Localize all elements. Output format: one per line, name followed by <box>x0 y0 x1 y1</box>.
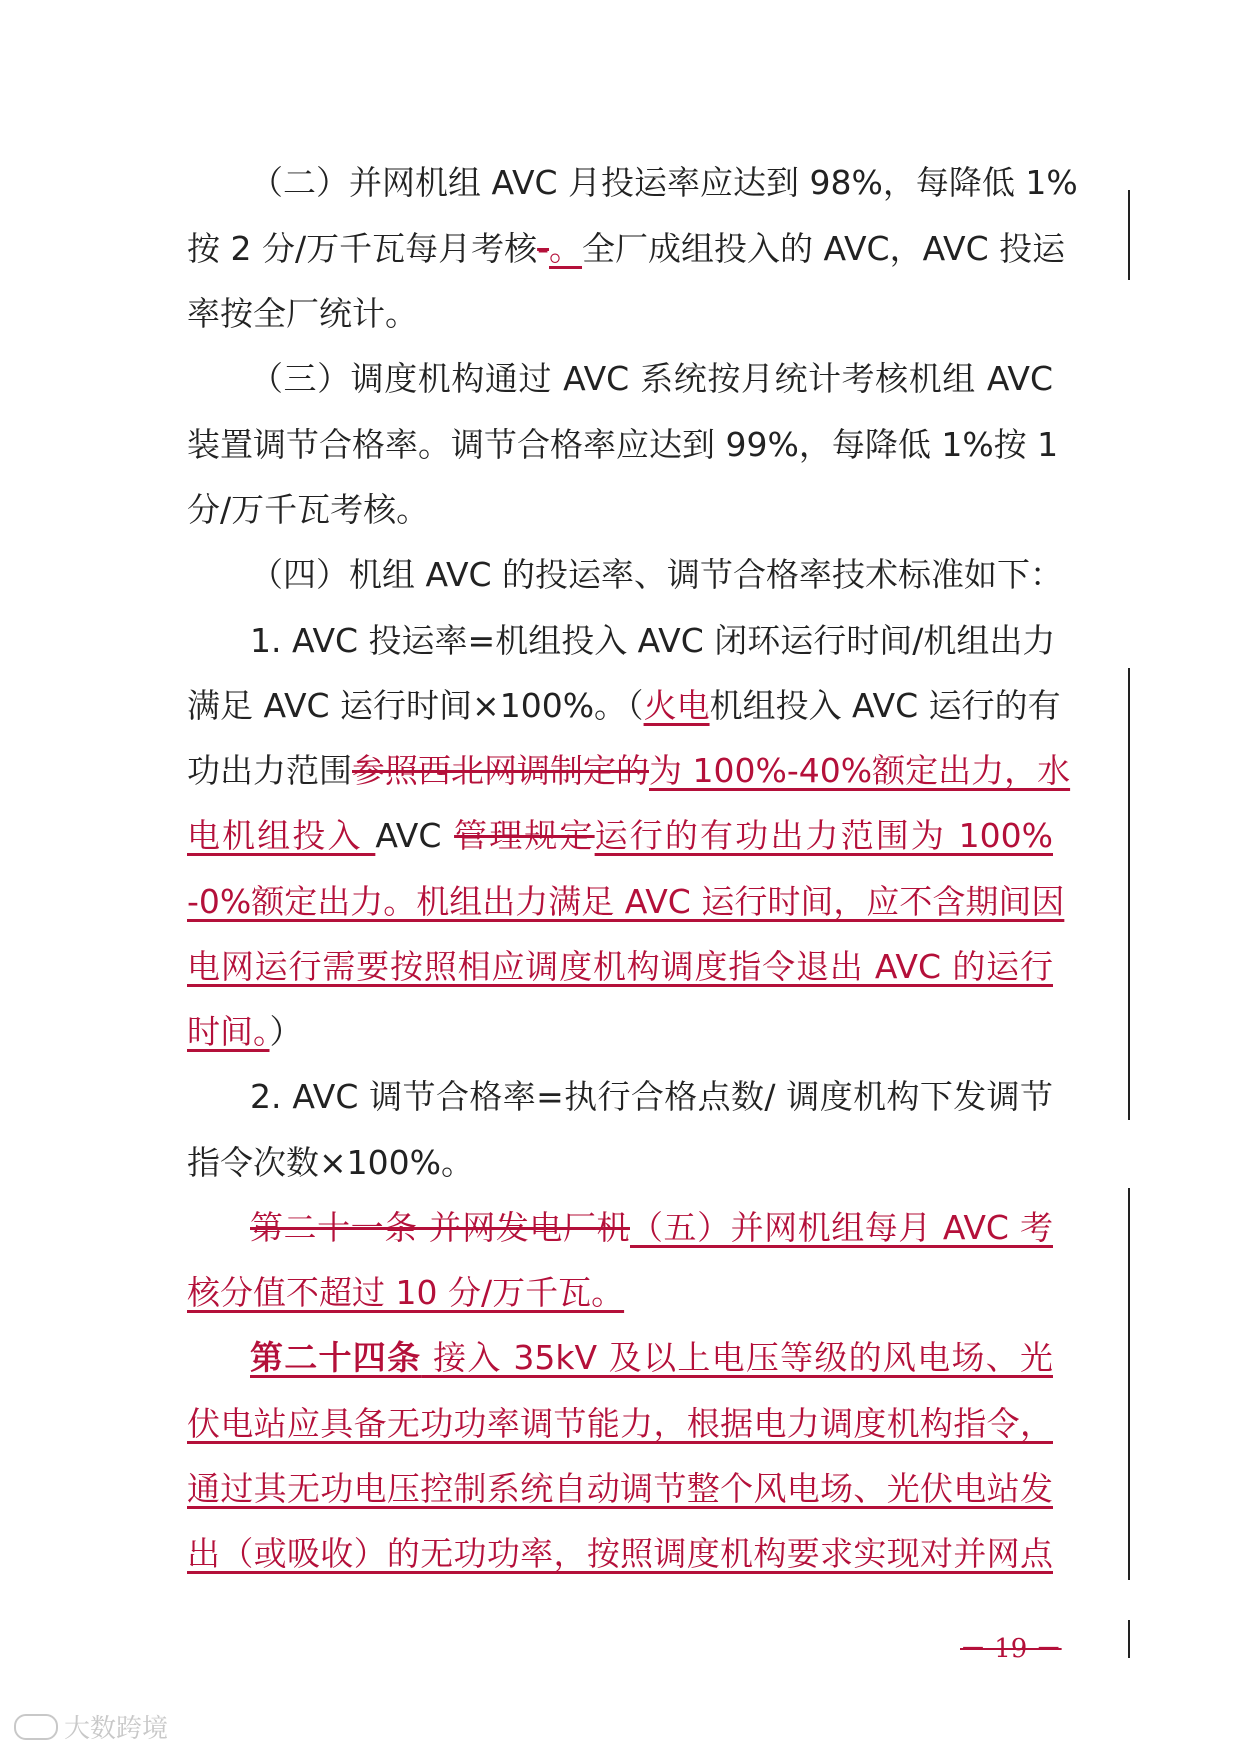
text-run: 满足 AVC 运行时间×100%。（ <box>187 686 644 725</box>
text-run: 分/万千瓦考核。 <box>187 490 430 529</box>
inserted-text: 伏电站应具备无功功率调节能力，根据电力调度机构指令， <box>187 1404 1053 1443</box>
text-line <box>187 1521 1053 1587</box>
inserted-text: 核分值不超过 10 分/万千瓦。 <box>187 1273 625 1312</box>
text-run: 功出力范围 <box>187 751 352 790</box>
text-run: 指令次数×100%。 <box>187 1143 474 1182</box>
text-line <box>250 1195 1053 1261</box>
text-line <box>187 673 1061 739</box>
text-line <box>250 542 1064 608</box>
revision-bar <box>1128 1620 1130 1658</box>
watermark <box>14 1708 168 1745</box>
inserted-text: 电机组投入 <box>187 816 376 855</box>
deleted-text: 第二十一条 并网发电厂机 <box>250 1208 630 1247</box>
watermark-text: 大数跨境 <box>64 1714 169 1744</box>
text-run: （三）调度机构通过 AVC 系统按月统计考核机组 AVC <box>250 359 1053 398</box>
text-line <box>187 1456 1053 1522</box>
text-line <box>187 1391 1053 1457</box>
inserted-text: 火电 <box>643 686 710 725</box>
page-number: － 19 － <box>960 1634 1062 1664</box>
inserted-text: 。 <box>549 229 583 268</box>
text-line <box>187 934 1053 1000</box>
inserted-text: 出（或吸收）的无功功率，按照调度机构要求实现对并网点 <box>187 1534 1053 1573</box>
text-run: （四）机组 AVC 的投运率、调节合格率技术标准如下： <box>250 555 1064 594</box>
text-line <box>187 738 1071 804</box>
text-run: 2. AVC 调节合格率=执行合格点数/ 调度机构下发调节 <box>250 1077 1053 1116</box>
text-line <box>250 608 1056 674</box>
deleted-text: 参照西北网调制定的 <box>352 751 649 790</box>
revision-bar <box>1128 668 1130 1120</box>
inserted-text: 通过其无功电压控制系统自动调节整个风电场、光伏电站发 <box>187 1469 1053 1508</box>
inserted-text: -0%额定出力。机组出力满足 AVC 运行时间，应不含期间因 <box>187 882 1065 921</box>
inserted-text: 运行的有功出力范围为 100% <box>594 816 1053 855</box>
text-line <box>187 999 1053 1065</box>
deleted-text: 管理规定 <box>454 816 595 855</box>
text-run: 机组投入 AVC 运行的有 <box>709 686 1061 725</box>
text-run: 按 2 分/万千瓦每月考核 <box>187 229 538 268</box>
inserted-text: 接入 35kV 及以上电压等级的风电场、光 <box>421 1338 1053 1377</box>
text-line <box>187 412 1059 478</box>
text-run: 率按全厂统计。 <box>187 294 418 333</box>
deleted-text: - <box>537 229 550 268</box>
inserted-text: （五）并网机组每月 AVC 考 <box>629 1208 1053 1247</box>
inserted-heading: 第二十四条 <box>250 1338 422 1377</box>
text-line <box>187 216 1066 282</box>
text-run: AVC <box>375 816 455 855</box>
text-line <box>250 1064 1053 1130</box>
text-line <box>250 150 1078 216</box>
inserted-text: 时间。 <box>187 1012 270 1051</box>
text-run: 1. AVC 投运率=机组投入 AVC 闭环运行时间/机组出力 <box>250 621 1056 660</box>
watermark-logo-icon <box>14 1714 58 1740</box>
text-line <box>187 281 1053 347</box>
text-run: （二）并网机组 AVC 月投运率应达到 98%，每降低 1% <box>250 163 1078 202</box>
text-line <box>250 346 1053 412</box>
text-line <box>187 803 1053 869</box>
inserted-text: 电网运行需要按照相应调度机构调度指令退出 AVC 的运行 <box>187 947 1053 986</box>
revision-bar <box>1128 1188 1130 1580</box>
text-line <box>187 1260 1053 1326</box>
text-line <box>187 477 1053 543</box>
text-run: 全厂成组投入的 AVC，AVC 投运 <box>582 229 1066 268</box>
inserted-text: 为 100%-40%额定出力，水 <box>649 751 1071 790</box>
text-run: ） <box>269 1012 303 1051</box>
text-line <box>187 869 1065 935</box>
text-line <box>250 1325 1053 1391</box>
text-run: 装置调节合格率。调节合格率应达到 99%，每降低 1%按 1 <box>187 425 1059 464</box>
revision-bar <box>1128 190 1130 280</box>
text-line <box>187 1130 1053 1196</box>
